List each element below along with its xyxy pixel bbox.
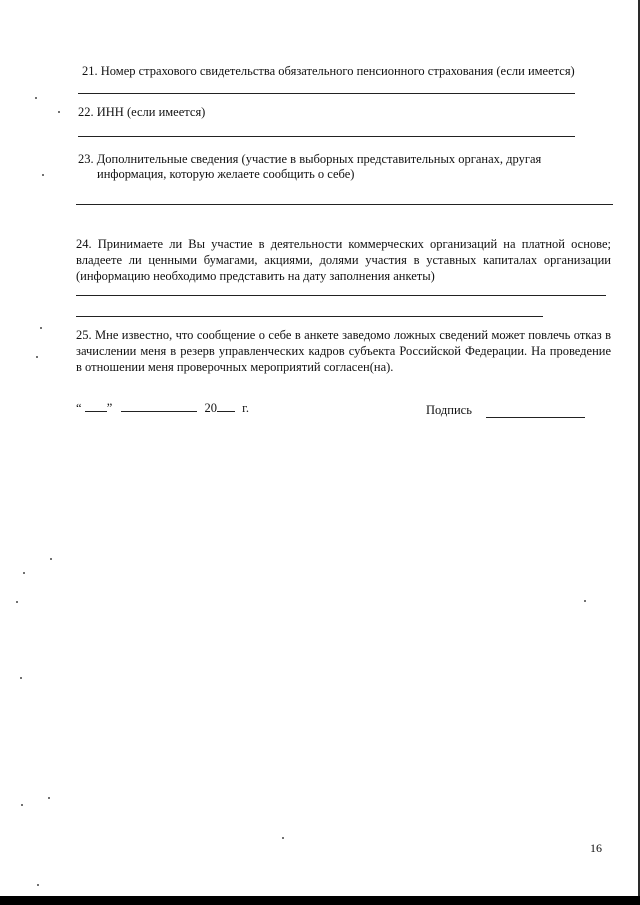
scan-speck [282,837,284,839]
scan-speck [35,97,37,99]
item-22-answer-line [78,136,575,137]
item-22-label: 22. ИНН (если имеется) [78,105,206,119]
scan-speck [23,572,25,574]
day-blank [85,399,107,412]
scan-speck [58,111,60,113]
year-prefix: 20 [204,401,217,415]
scan-speck [16,601,18,603]
scan-speck [42,174,44,176]
scan-speck [21,804,23,806]
scan-speck [50,558,52,560]
signature-label: Подпись [426,403,472,417]
date-field [76,399,249,416]
scan-speck [20,677,22,679]
item-23-label-line2: информация, которую желаете сообщить о себе) [97,167,355,181]
item-21-label: 21. Номер страхового свидетельства обязательного пенсионного страхования (если имеется) [82,64,575,78]
scan-speck [48,797,50,799]
scan-speck [36,356,38,358]
item-24-answer-line-2 [76,316,543,317]
scan-speck [584,600,586,602]
item-21-answer-line [78,93,575,94]
date-quote-open: “ [76,401,82,415]
month-blank [121,399,197,412]
year-blank [217,399,235,412]
year-suffix: г. [242,401,249,415]
scan-speck [37,884,39,886]
signature-line [486,417,585,418]
scan-speck [40,327,42,329]
item-23-label-line1: 23. Дополнительные сведения (участие в выборных представительных органах, другая [78,152,542,166]
page-number: 16 [590,841,602,855]
item-25-statement: 25. Мне известно, что сообщение о себе в анкете заведомо ложных сведений может повлечь отказ в зачислении меня в резерв управленческих кадров субъекта Российской Федерации. На проведение в отношении меня проверочных мероприятий согласен(на). [76,328,611,374]
date-quote-close: ” [106,401,113,415]
item-23-answer-line [76,204,613,205]
scan-bottom-border [0,896,640,905]
item-24-label: 24. Принимаете ли Вы участие в деятельности коммерческих организаций на платной основе; владеете ли ценными бумагами, акциями, долями участия в уставных капиталах организации (информацию необходимо представить на дату заполнения анкеты) [76,237,611,283]
item-24-answer-line-1 [76,295,606,296]
